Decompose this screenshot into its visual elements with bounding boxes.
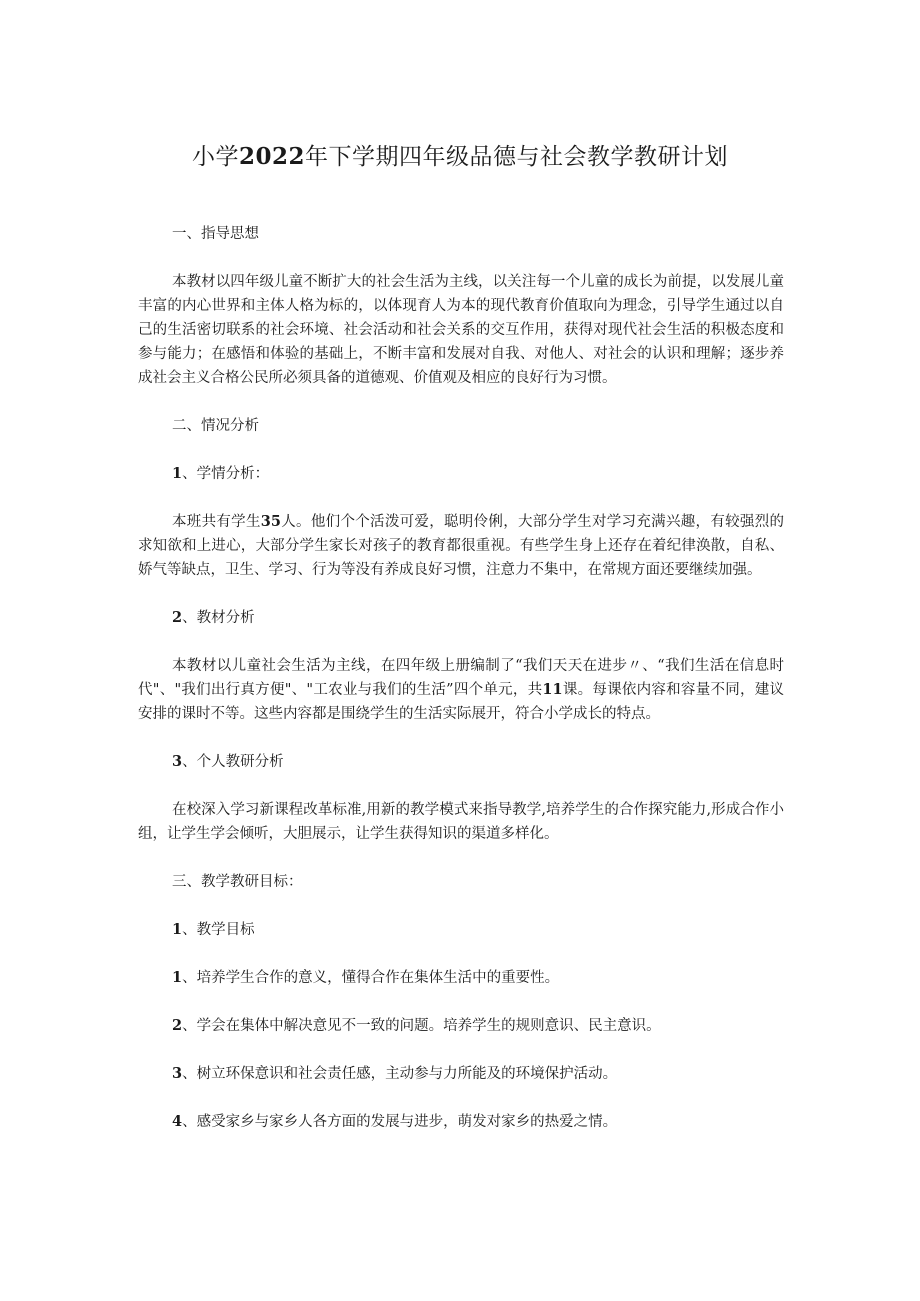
title-suffix: 年下学期四年级品德与社会教学教研计划 [305,144,728,170]
goal-item: 1、培养学生合作的意义，懂得合作在集体生活中的重要性。 [172,969,560,986]
section-heading-guiding-thought: 一、指导思想 [172,226,259,242]
goal-item: 4、感受家乡与家乡人各方面的发展与进步，萌发对家乡的热爱之情。 [172,1113,618,1130]
title-year: 2022 [238,143,305,170]
section-heading-situation-analysis: 二、情况分析 [172,418,259,434]
document-title [0,140,920,174]
paragraph-personal-research: 在校深入学习新课程改革标准,用新的教学模式来指导教学,培养学生的合作探究能力,形成合作小组，让学生学会倾听，大胆展示，让学生获得知识的渠道多样化。 [138,802,784,842]
subheading-personal-research: 3、个人教研分析 [172,753,284,770]
subheading-student-analysis: 1、学情分析： [172,465,270,482]
title-prefix: 小学 [191,144,239,170]
section-heading-teaching-goals: 三、教学教研目标： [172,874,303,890]
document-body [138,222,784,1134]
subheading-teaching-goals: 1、教学目标 [172,921,255,938]
paragraph-student-analysis: 本班共有学生35人。他们个个活泼可爱，聪明伶俐，大部分学生对学习充满兴趣，有较强烈的求知欲和上进心，大部分学生家长对孩子的教育都很重视。有些学生身上还存在着纪律涣散，自私、娇气等缺点，卫生、学习、行为等没有养成良好习惯，注意力不集中，在常规方面还要继续加强。 [138,513,785,578]
paragraph-guiding-thought: 本教材以四年级儿童不断扩大的社会生活为主线，以关注每一个儿童的成长为前提，以发展儿童丰富的内心世界和主体人格为标的，以体现育人为本的现代教育价值取向为理念，引导学生通过以自己的生活密切联系的社会环境、社会活动和社会关系的交互作用，获得对现代社会生活的积极态度和参与能力；在感悟和体验的基础上，不断丰富和发展对自我、对他人、对社会的认识和理解；逐步养成社会主义合格公民所必须具备的道德观、价值观及相应的良好行为习惯。 [138,274,784,386]
paragraph-textbook-analysis: 本教材以儿童社会生活为主线，在四年级上册编制了“我们天天在进步〃、“我们生活在信息时代"、"我们出行真方便"、"工农业与我们的生活”四个单元，共11课。每课依内容和容量不同，建议安排的课时不等。这些内容都是围绕学生的生活实际展开，符合小学成长的特点。 [138,658,784,722]
subheading-textbook-analysis: 2、教材分析 [172,609,255,626]
goal-item: 3、树立环保意识和社会责任感，主动参与力所能及的环境保护活动。 [172,1065,618,1082]
goal-item: 2、学会在集体中解决意见不一致的问题。培养学生的规则意识、民主意识。 [172,1017,661,1034]
